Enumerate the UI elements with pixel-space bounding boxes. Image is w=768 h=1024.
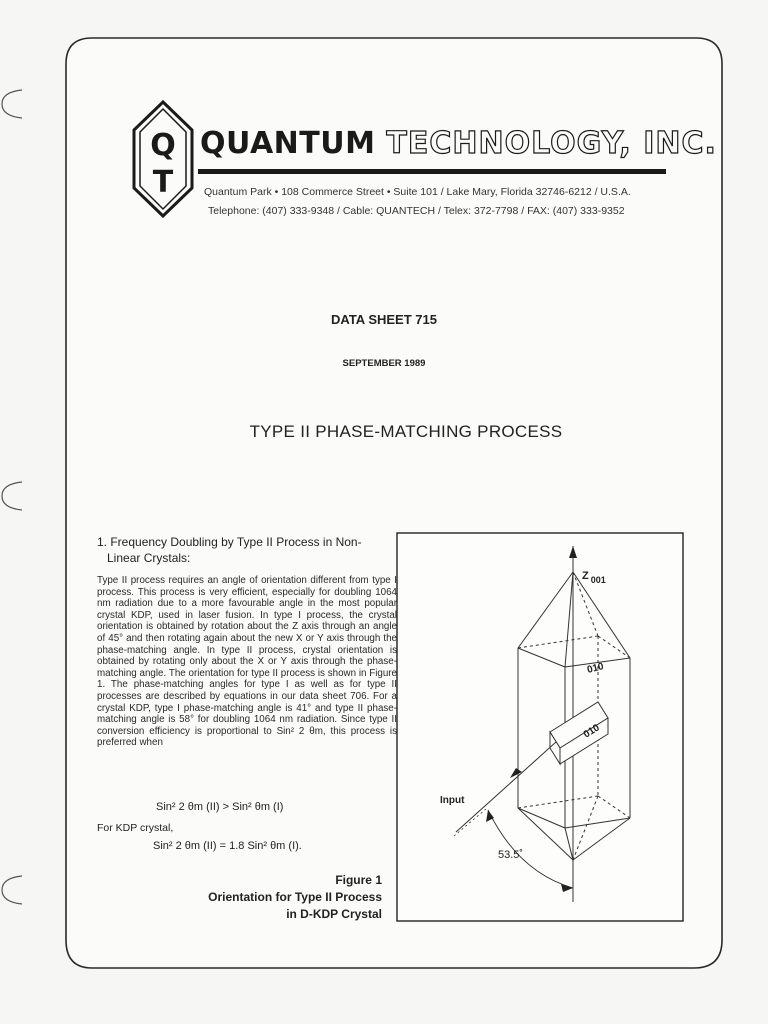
company-name-outline: TECHNOLOGY, INC.	[386, 126, 717, 161]
figure-caption-number: Figure 1	[335, 873, 382, 887]
face-label-block: 010	[581, 722, 602, 741]
logo-letter-t: T	[152, 165, 174, 200]
kdp-crystal-label: For KDP crystal,	[97, 822, 174, 834]
company-logo-emblem	[132, 100, 194, 218]
figure-caption-subtitle: in D-KDP Crystal	[286, 907, 382, 921]
section-heading-line2: Linear Crystals:	[107, 551, 191, 565]
binder-hole	[0, 84, 22, 124]
figure-frame	[397, 533, 683, 921]
company-name	[200, 124, 717, 164]
figure-caption-title: Orientation for Type II Process	[208, 890, 382, 904]
section-heading-line1: 1. Frequency Doubling by Type II Process in Non-	[97, 535, 362, 549]
binder-hole	[0, 870, 22, 910]
letterhead-rule	[198, 169, 666, 174]
data-sheet-number: DATA SHEET 715	[331, 312, 437, 327]
figure-caption	[180, 872, 382, 923]
angle-label: 53.5˚	[498, 849, 524, 861]
logo-letter-q: Q	[150, 128, 176, 163]
section-heading	[97, 534, 402, 566]
face-label-top: 010	[586, 661, 605, 676]
company-name-bold: QUANTUM	[200, 126, 376, 161]
crystal-orientation-figure	[396, 532, 684, 922]
document-title: TYPE II PHASE-MATCHING PROCESS	[249, 422, 563, 441]
section-paragraph: Type II process requires an angle of orientation different from type I process. This process is very efficient, especially for doubling 1064 nm radiation due to a more favourable angle in the most popular crystal KDP, used in laser fusion. In type I process, the crystal orientation is obtained by rotation about the Z axis through an angle of 45° and then rotating again about the new X or Y axis through the phase-matching angle. In type II process, crystal orientation is obtained by rotating only about the X or Y axis through the phase-matching angle. The orientation for type II process is shown in Figure 1. The phase-matching angles for type I as well as for type II processes are described by equations in our data sheet 706. For a crystal KDP, type I phase-matching angle is 41° and type II phase-matching angle is 58° for doubling 1064 nm radiation. Since type II conversion efficiency is proportional to Sin² 2 θm, this process is preferred when	[97, 575, 397, 749]
binder-hole	[0, 476, 22, 516]
equation-ratio: Sin² 2 θm (II) = 1.8 Sin² θm (I).	[153, 840, 302, 852]
document-date: SEPTEMBER 1989	[342, 358, 426, 369]
company-contact: Telephone: (407) 333-9348 / Cable: QUANTECH / Telex: 372-7798 / FAX: (407) 333-9352	[208, 205, 625, 217]
z-axis-label: Z $_{001}$	[582, 570, 606, 585]
company-address: Quantum Park • 108 Commerce Street • Suite 101 / Lake Mary, Florida 32746-6212 / U.S.A.	[204, 186, 631, 198]
input-label: Input	[440, 795, 465, 806]
equation-inequality: Sin² 2 θm (II) > Sin² θm (I)	[156, 801, 284, 813]
